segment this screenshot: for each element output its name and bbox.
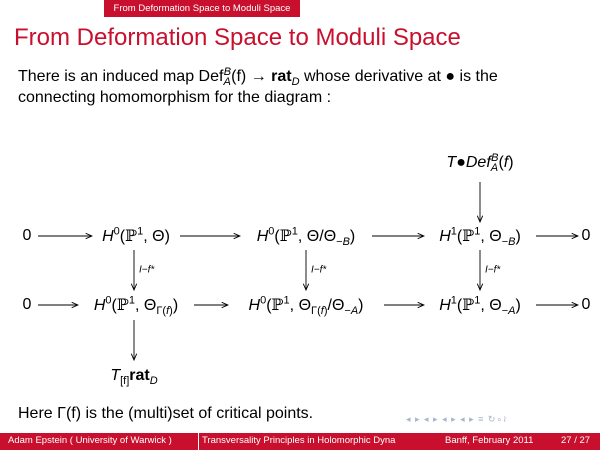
node-h1-theta-b: $H^1(ℙ^1$, $\Theta_{-B}$) (439, 225, 521, 249)
slide-title: From Deformation Space to Moduli Space (14, 24, 461, 51)
beamer-nav-icons[interactable]: ◂ ▸ ◂ ▸ ◂ ▸ ◂ ▸ ≡ ↻∘≀ (406, 414, 508, 424)
map-label-1: I−f* (139, 264, 155, 276)
zero-top-right: 0 (581, 227, 591, 244)
footer-page-number: 27 / 27 (561, 435, 591, 446)
tangent-rat-d: D (149, 375, 158, 388)
intro-rat: rat (271, 68, 292, 85)
map-label-2: I−f* (311, 264, 327, 276)
footnote: Here Γ(f) is the (multi)set of critical points. (18, 405, 314, 422)
intro-paragraph: There is an induced map Def$_A^B$(f) → rat$_D$ whose derivative at ● is the connecting homomorphism for the diagram : (18, 65, 498, 106)
intro-text-a: There is an induced map Def (18, 68, 224, 85)
node-h0-theta-quot-b: $H^0(ℙ^1$, $\Theta/\Theta_{-B}$) (256, 225, 356, 249)
zero-bot-right: 0 (581, 296, 591, 313)
footer-talk-title: Transversality Principles in Holomorphic Dyna (202, 435, 396, 446)
node-h0-theta-gamma-quot-a: $H^0(ℙ^1$, $\Theta_{\Gamma(f)}/\Theta_{-A}$) (248, 294, 364, 318)
intro-text-c: whose derivative at ● is the (299, 68, 498, 85)
node-h0-theta-gamma: $H^0(ℙ^1$, $\Theta_{\Gamma(f)}$) (93, 294, 179, 318)
map-label-3: I−f* (485, 264, 501, 276)
zero-bot-left: 0 (22, 296, 32, 313)
node-tangent-def: T●Def$_A^B$(f) (446, 151, 514, 175)
footer-bar (0, 433, 600, 450)
intro-text-line2: connecting homomorphism for the diagram : (18, 89, 332, 106)
section-tab[interactable]: From Deformation Space to Moduli Space (104, 0, 300, 17)
zero-top-left: 0 (22, 227, 32, 244)
node-h0-theta: $H^0(ℙ^1$, Θ) (102, 225, 170, 245)
footer-divider (198, 433, 199, 450)
node-tangent-rat (110, 367, 158, 388)
footer-venue: Banff, February 2011 (445, 435, 534, 446)
tangent-rat-text: rat (129, 367, 150, 384)
tangent-rat-T: T (110, 367, 121, 384)
intro-text-b: (f) → (231, 68, 272, 85)
tangent-def-text: T●Def (446, 154, 491, 171)
footer-author: Adam Epstein ( University of Warwick ) (8, 435, 172, 446)
node-h1-theta-a: $H^1(ℙ^1$, $\Theta_{-A}$) (439, 294, 521, 318)
tangent-rat-sub: [f] (120, 375, 130, 388)
